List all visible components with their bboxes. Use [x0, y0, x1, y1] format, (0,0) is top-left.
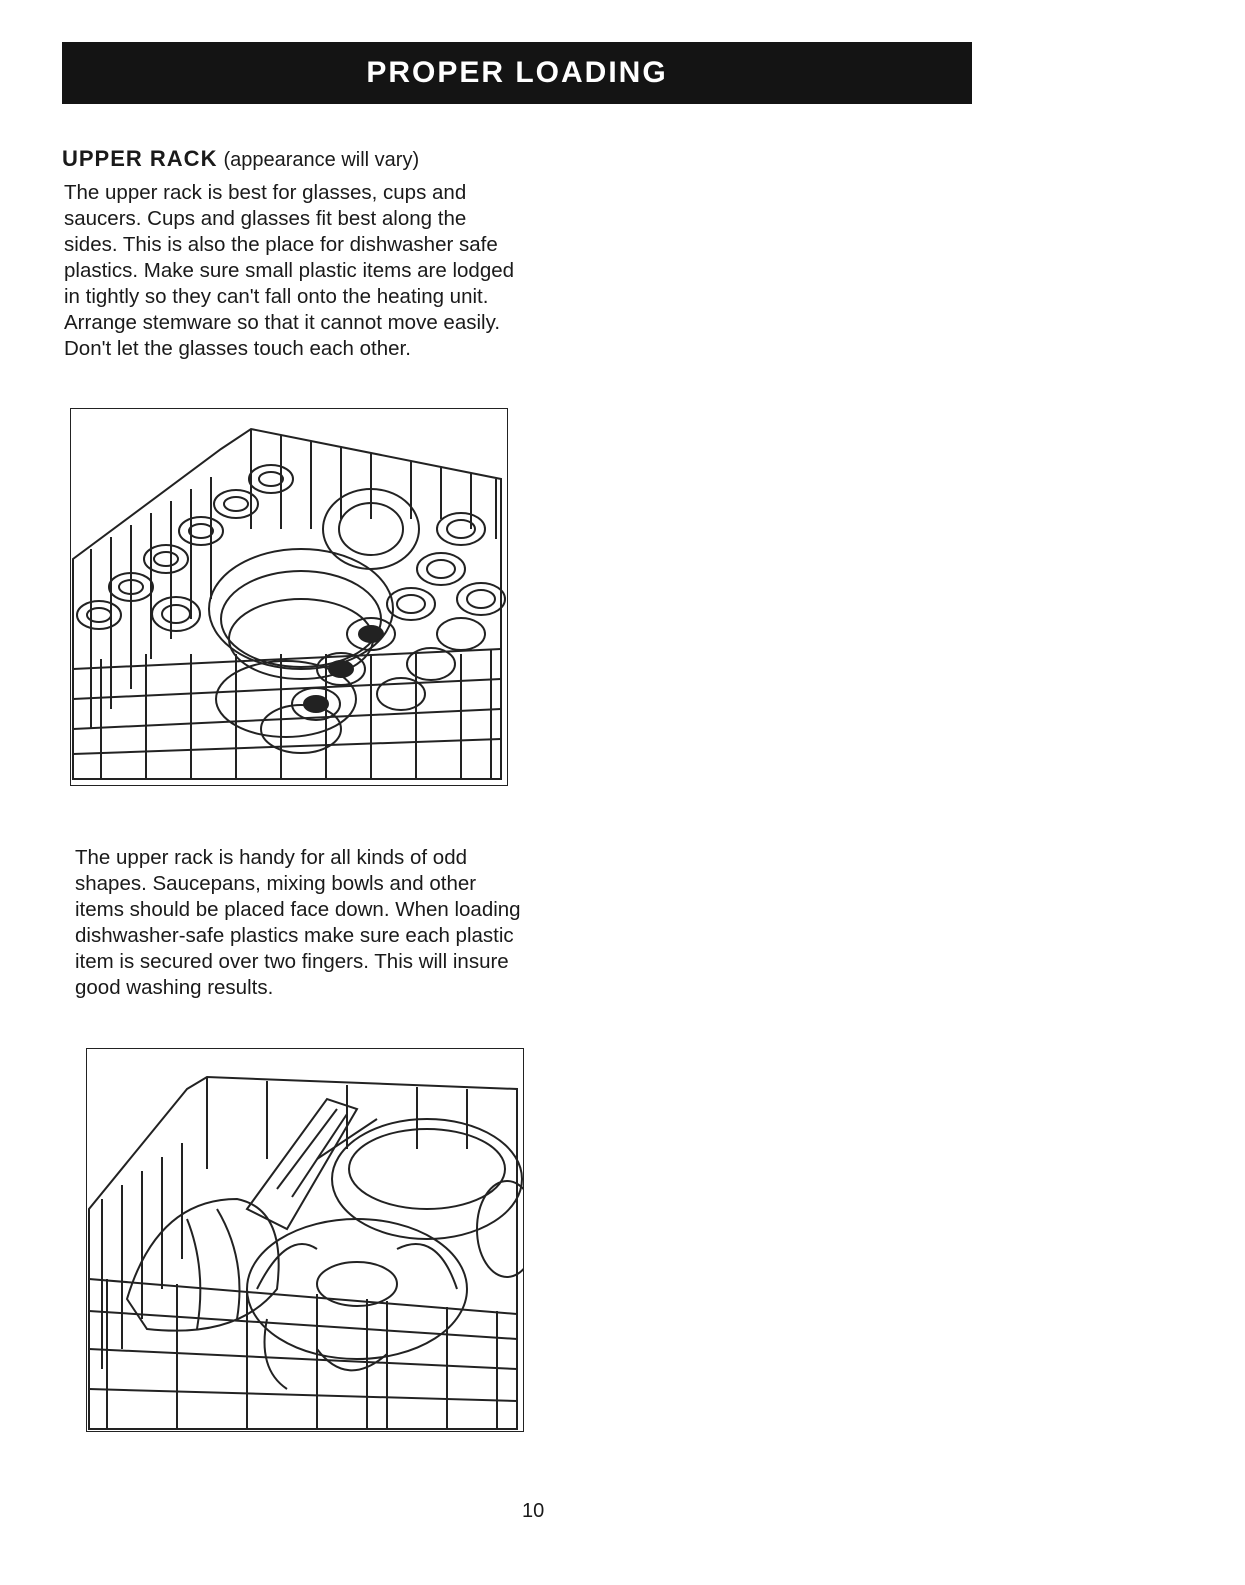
- upper-rack-odd-shapes-illustration: [86, 1048, 524, 1432]
- page-title-banner: [62, 42, 972, 104]
- rack-odd-shapes-drawing: [87, 1049, 523, 1431]
- page-number: 10: [522, 1500, 545, 1522]
- section-heading-title: UPPER RACK: [62, 146, 218, 171]
- page-title: PROPER LOADING: [366, 56, 668, 89]
- section-heading-note: (appearance will vary): [223, 149, 420, 171]
- section-heading: [62, 146, 419, 172]
- upper-rack-glasses-illustration: [70, 408, 508, 786]
- rack-glasses-drawing: [71, 409, 507, 785]
- odd-shapes-paragraph: The upper rack is handy for all kinds of odd shapes. Saucepans, mixing bowls and other items should be placed face down. When loading dishwasher-safe plastics make sure each plastic item is secured over two fingers. This will insure good washing results.: [75, 846, 521, 999]
- intro-paragraph: The upper rack is best for glasses, cups and saucers. Cups and glasses fit best along the sides. This is also the place for dishwasher safe plastics. Make sure small plastic items are lodged in tightly so they can't fall onto the heating unit. Arrange stemware so that it cannot move easily. Don't let the glasses touch each other.: [64, 181, 515, 360]
